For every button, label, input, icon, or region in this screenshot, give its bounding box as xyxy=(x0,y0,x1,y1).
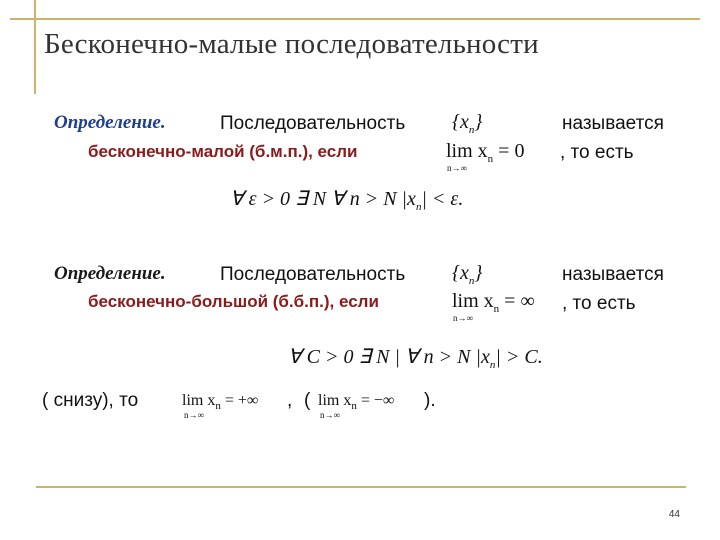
sequence-word-2: Последовательность xyxy=(220,264,406,285)
slide-number: 44 xyxy=(668,509,680,520)
limit-under-1: n→∞ xyxy=(447,163,467,173)
frame-bottom-line xyxy=(36,486,686,488)
slide-title: Бесконечно-малые последовательности xyxy=(44,28,539,60)
term-infinitesimal: бесконечно-малой (б.м.п.), если xyxy=(88,142,358,161)
limit-under-4: n→∞ xyxy=(320,410,340,420)
limit-expression-1: $\lim x_n = 0$ xyxy=(446,140,525,165)
sequence-symbol-2: $\{x_n\}$ xyxy=(452,262,483,287)
separator-comma: , xyxy=(287,390,293,411)
frame-top-line xyxy=(10,18,700,20)
limit-minus-infinity: $\lim x_n$ = −∞ xyxy=(318,392,395,413)
frame-vertical-line xyxy=(34,0,36,94)
open-paren-2: ( xyxy=(304,390,311,411)
definition-label-1: Определение. xyxy=(54,112,166,133)
limit-plus-infinity: $\lim x_n$ = +∞ xyxy=(182,392,259,413)
below-clause: ( снизу), то xyxy=(42,390,139,411)
term-infinitely-large: бесконечно-большой (б.б.п.), если xyxy=(88,292,379,311)
close-paren-2: ). xyxy=(424,390,436,411)
sequence-word-1: Последовательность xyxy=(220,113,406,134)
limit-under-2: n→∞ xyxy=(453,313,473,323)
that-is-1: , то есть xyxy=(560,142,634,163)
limit-expression-2: $\lim x_n$ = ∞ xyxy=(452,290,535,315)
condition-2: ∀ C > 0 ∃ N | ∀ n > N $|x_n| > C$. xyxy=(288,346,543,371)
definition-label-2: Определение. xyxy=(54,263,166,284)
called-word-2: называется xyxy=(562,264,664,285)
that-is-2: , то есть xyxy=(562,293,636,314)
called-word-1: называется xyxy=(562,113,664,134)
sequence-symbol-1: $\{x_n\}$ xyxy=(452,111,483,136)
condition-1: ∀ ε > 0 ∃ N ∀ n > N $|x_n| < \varepsilon$. xyxy=(230,188,464,213)
limit-under-3: n→∞ xyxy=(184,410,204,420)
